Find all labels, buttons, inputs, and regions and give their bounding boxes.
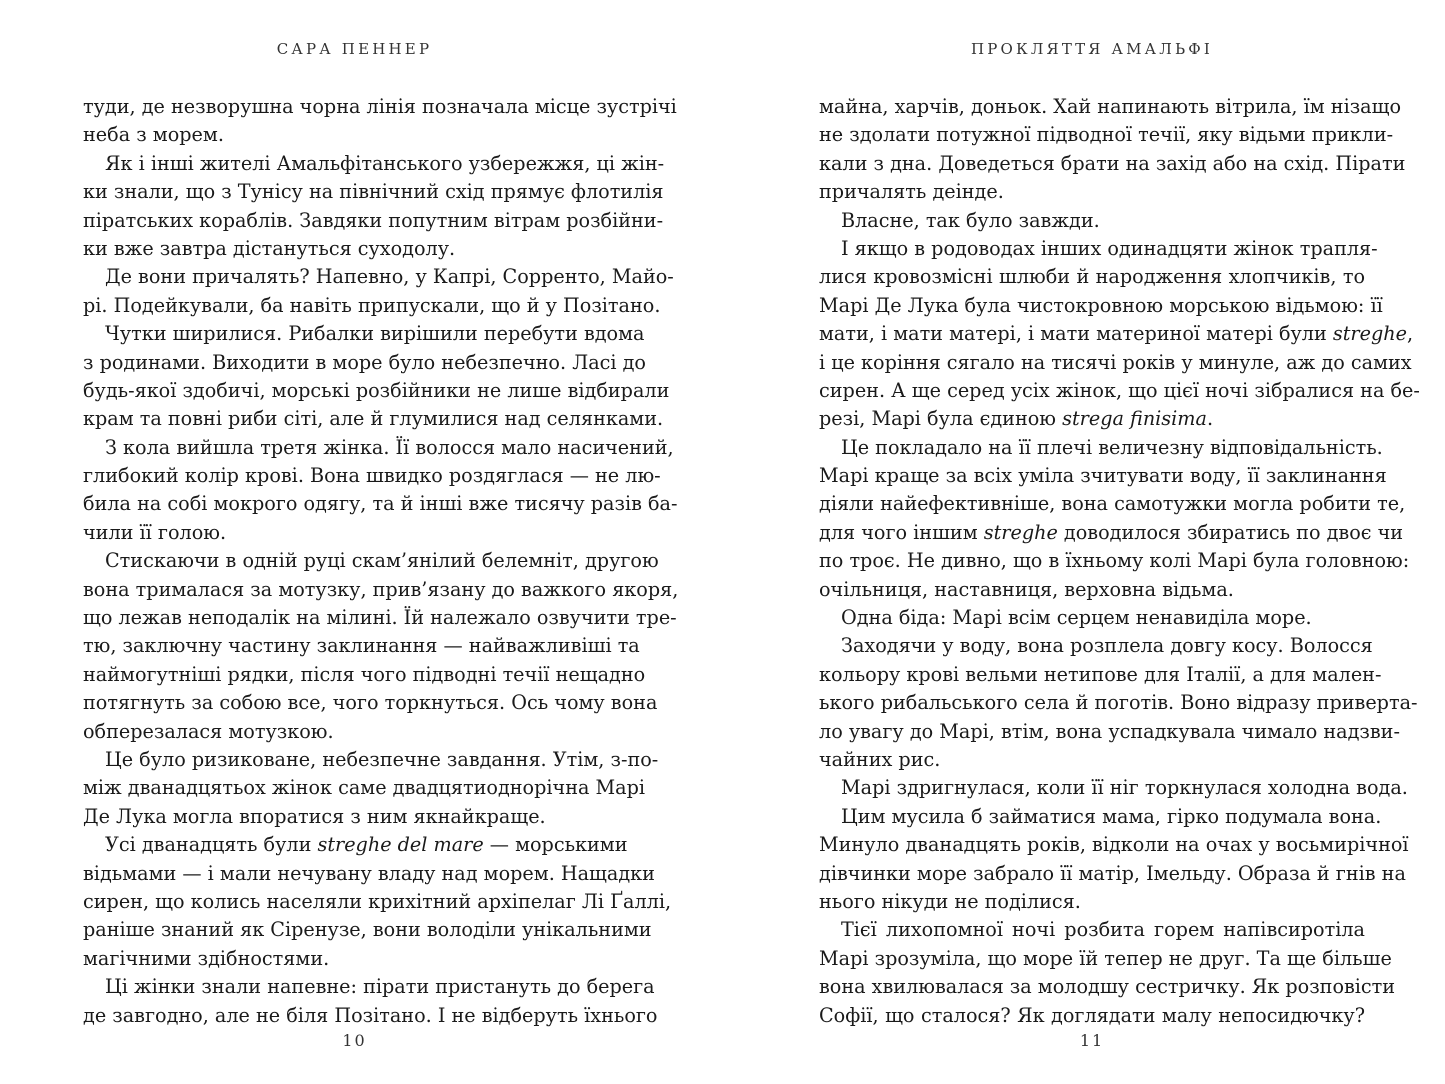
italic-term: streghe del mare <box>317 833 484 857</box>
text-segment: мати, і мати матері, і мати материної матері були <box>819 322 1333 346</box>
text-line: магічними здібностями. <box>83 946 330 970</box>
text-line: лися кровозмісні шлюби й народження хлопчиків, то <box>819 265 1365 289</box>
text-line: майна, харчів, доньок. Хай напинають вітрила, їм нізащо <box>819 95 1402 118</box>
text-line: кольору крові вельми нетипове для Італії, а для мален- <box>819 662 1382 686</box>
text-line: била на собі мокрого одягу, та й інші вже тисячу разів ба- <box>83 492 678 516</box>
text-line: будь-якої здобичі, морські розбійники не лише відбирали <box>83 378 670 402</box>
text-line: крам та повні риби сіті, але й глумилися над селянками. <box>83 407 664 431</box>
text-segment: доводилося збиратись по двоє чи <box>1057 520 1404 544</box>
text-line: З кола вийшла третя жінка. Її волосся мало насичений, <box>105 435 674 459</box>
text-line: Як і інші жителі Амальфітанського узбережжя, ці жін- <box>105 151 665 175</box>
text-line: потягнуть за собою все, чого торкнуться. Ось чому вона <box>83 691 658 715</box>
running-head-title: ПРОКЛЯТТЯ АМАЛЬФІ <box>970 40 1214 58</box>
text-line: Тієї лихопомної ночі розбита горем напівсиротіла <box>841 918 1365 942</box>
text-line <box>819 320 1414 348</box>
text-line: І якщо в родоводах інших одинадцяти жінок трапля- <box>841 236 1378 260</box>
italic-term: streghe <box>983 520 1058 544</box>
text-segment: . <box>1206 407 1214 431</box>
text-line: дівчинки море забрало її матір, Імельду. Образа й гнів на <box>819 861 1406 885</box>
text-line: між дванадцятьох жінок саме двадцятиоднорічна Марі <box>83 776 646 800</box>
right-page-body <box>819 93 1420 1030</box>
text-line: що лежав неподалік на мілині. Їй належало озвучити тре- <box>83 606 677 630</box>
text-line: Де вони причалять? Напевно, у Капрі, Сорренто, Майо- <box>105 265 674 289</box>
text-line: причалять деінде. <box>819 180 1004 204</box>
text-line: Марі краще за всіх уміла зчитувати воду, її заклинання <box>819 464 1387 488</box>
text-line: сирен, що колись населяли крихітний архіпелаг Лі Ґаллі, <box>83 889 672 913</box>
text-line: ки вже завтра дістануться суходолу. <box>83 236 456 260</box>
text-line: рі. Подейкували, ба навіть припускали, що й у Позітано. <box>83 293 661 317</box>
text-line: вона хвилювалася за молодшу сестричку. Як розповісти <box>819 975 1396 999</box>
left-page-body <box>83 93 679 1030</box>
text-line: по троє. Не дивно, що в їхньому колі Марі була головною: <box>819 549 1410 573</box>
text-line: Марі здригнулася, коли її ніг торкнулася холодна вода. <box>841 776 1408 800</box>
text-line: ького рибальського села й поготів. Воно відразу приверта- <box>819 691 1418 715</box>
text-line: неба з морем. <box>83 123 224 147</box>
text-line: не здолати потужної підводної течії, яку відьми прикли- <box>819 123 1394 147</box>
text-segment: , <box>1406 322 1414 346</box>
page-number-right: 11 <box>1079 1031 1105 1050</box>
text-line: сирен. А ще серед усіх жінок, що цієї ночі зібралися на бе- <box>819 378 1420 402</box>
text-line: глибокий колір крові. Вона швидко роздяглася — не лю- <box>83 464 661 488</box>
text-line: тю, заключну частину заклинання — найважливіші та <box>83 634 640 658</box>
text-line: відьмами — і мали нечувану владу над морем. Нащадки <box>83 861 655 885</box>
text-line: вона трималася за мотузку, прив’язану до важкого якоря, <box>83 577 679 601</box>
text-line: Де Лука могла впоратися з ним якнайкраще. <box>83 804 546 828</box>
page-number-left: 10 <box>342 1031 367 1050</box>
text-line: з родинами. Виходити в море було небезпечно. Ласі до <box>83 350 646 374</box>
text-line: Власне, так було завжди. <box>841 208 1100 232</box>
text-line: Це було ризиковане, небезпечне завдання. Утім, з-по- <box>105 747 659 771</box>
text-line: Минуло дванадцять років, відколи на очах у восьмирічної <box>819 833 1409 857</box>
right-page <box>819 0 1420 1084</box>
text-segment: для чого іншим <box>819 520 984 544</box>
text-line: і це коріння сягало на тисячі років у минуле, аж до самих <box>819 350 1412 374</box>
text-line: Це покладало на її плечі величезну відповідальність. <box>841 435 1383 459</box>
text-line: нього нікуди не поділися. <box>819 889 1081 913</box>
text-line: Цим мусила б займатися мама, гірко подумала вона. <box>841 804 1382 828</box>
text-line: Марі зрозуміла, що море їй тепер не друг. Та ще більше <box>819 946 1392 970</box>
text-line: чайних рис. <box>819 747 941 771</box>
text-segment: — морськими <box>483 833 628 857</box>
text-line: Ці жінки знали напевне: пірати пристануть до берега <box>105 975 655 999</box>
text-line: діяли найефективніше, вона самотужки могла робити те, <box>819 492 1406 516</box>
text-segment: Усі дванадцять були <box>105 833 318 857</box>
text-line: чили її голою. <box>83 520 227 544</box>
text-line: ки знали, що з Тунісу на північний схід прямує флотилія <box>83 180 664 204</box>
left-page <box>83 0 679 1084</box>
text-line: піратських кораблів. Завдяки попутним вітрам розбійни- <box>83 208 664 232</box>
text-line: кали з дна. Доведеться брати на захід або на схід. Пірати <box>819 151 1406 175</box>
text-line <box>819 519 1404 547</box>
text-line: Одна біда: Марі всім серцем ненавиділа море. <box>841 606 1312 630</box>
text-line: раніше знаний як Сіренузе, вони володіли унікальними <box>83 918 652 942</box>
text-line <box>83 831 626 859</box>
text-line: Стискаючи в одній руці скам’янілий белемніт, другою <box>105 549 659 573</box>
text-line: туди, де незворушна чорна лінія позначала місце зустрічі <box>83 95 677 118</box>
italic-term: streghe <box>1332 322 1407 346</box>
text-line: Марі Де Лука була чистокровною морською відьмою: її <box>819 293 1383 317</box>
text-segment: резі, Марі була єдиною <box>819 407 1063 431</box>
text-line: обперезалася мотузкою. <box>83 719 334 743</box>
text-line: Заходячи у воду, вона розплела довгу косу. Волосся <box>841 634 1373 658</box>
italic-term: strega finisima <box>1062 407 1207 431</box>
text-line: наймогутніші рядки, після чого підводні течії нещадно <box>83 662 646 686</box>
text-line: ло увагу до Марі, втім, вона успадкувала чимало надзви- <box>819 719 1400 743</box>
text-line: Софії, що сталося? Як доглядати малу непосидючку? <box>819 1003 1365 1027</box>
text-line: очільниця, наставниця, верховна відьма. <box>819 577 1234 601</box>
running-head-author: САРА ПЕННЕР <box>276 40 433 58</box>
text-line: Чутки ширилися. Рибалки вирішили перебути вдома <box>105 322 645 346</box>
text-line <box>819 405 1365 433</box>
text-line: де завгодно, але не біля Позітано. І не відберуть їхнього <box>83 1003 658 1027</box>
